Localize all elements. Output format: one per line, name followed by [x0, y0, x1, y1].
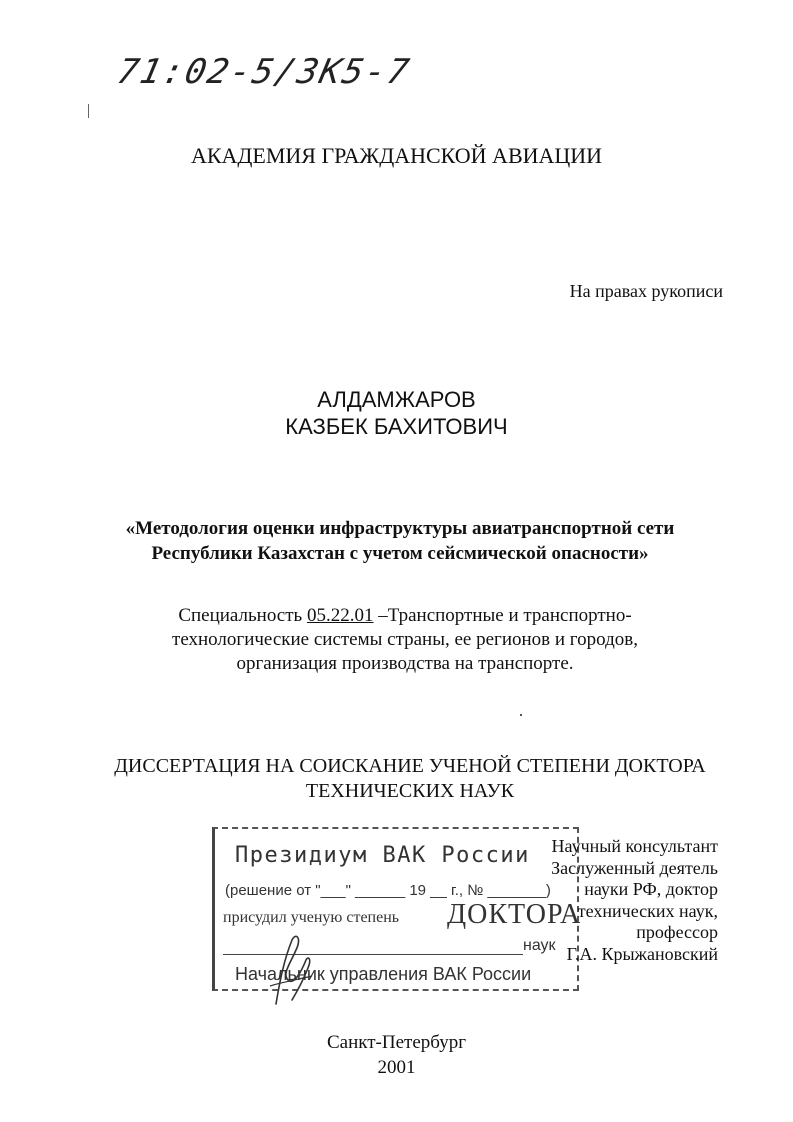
title-line-2: Республики Казахстан с учетом сейсмической опасности» [151, 543, 649, 564]
stamp-decision: (решение от "___" ______ 19 __ г., № _______) [225, 882, 551, 899]
advisor-line-2: Заслуженный деятель [551, 857, 718, 878]
stamp-title: Президиум ВАК России [235, 843, 530, 868]
advisor-line-1: Научный консультант [551, 836, 718, 856]
specialty-description: –Транспортные и транспортно-технологические системы страны, ее регионов и городов, организация производства на транспорте. [172, 605, 638, 674]
margin-mark [88, 104, 89, 118]
author-block [0, 386, 793, 440]
stamp-nauk: наук [523, 937, 556, 954]
dissertation-line-1: ДИССЕРТАЦИЯ НА СОИСКАНИЕ УЧЕНОЙ СТЕПЕНИ ДОКТОРА [114, 755, 706, 777]
imprint [0, 1030, 793, 1080]
dissertation-degree-heading [100, 754, 720, 804]
handwritten-signature [262, 930, 322, 1010]
stamp-chief: Начальник управления ВАК России [235, 964, 532, 984]
city: Санкт-Петербург [326, 1032, 466, 1053]
manuscript-rights-note: На правах рукописи [569, 281, 723, 301]
author-given-names: КАЗБЕК БАХИТОВИЧ [285, 414, 508, 439]
stamp-awarded-label: присудил ученую степень [223, 909, 400, 926]
year: 2001 [377, 1057, 416, 1078]
advisor-line-4: технических наук, [577, 900, 718, 921]
title-line-1: «Методология оценки инфраструктуры авиатранспортной сети [125, 518, 675, 539]
stamp-degree: ДОКТОРА [447, 899, 582, 930]
handwritten-archive-number: 71:02-5/3К5-7 [113, 52, 415, 92]
specialty-block [120, 604, 690, 676]
dissertation-title [120, 516, 680, 566]
advisor-line-6: Г.А. Крыжановский [566, 943, 718, 964]
stray-dot [520, 714, 522, 716]
dissertation-line-2: ТЕХНИЧЕСКИХ НАУК [305, 780, 515, 802]
specialty-code: 05.22.01 [306, 605, 374, 626]
academy-name: АКАДЕМИЯ ГРАЖДАНСКОЙ АВИАЦИИ [190, 143, 603, 168]
advisor-line-5: профессор [636, 922, 718, 942]
advisor-line-3: науки РФ, доктор [584, 879, 718, 899]
author-surname: АЛДАМЖАРОВ [317, 387, 476, 412]
scientific-advisor [538, 836, 718, 965]
specialty-prefix: Специальность [178, 605, 307, 626]
